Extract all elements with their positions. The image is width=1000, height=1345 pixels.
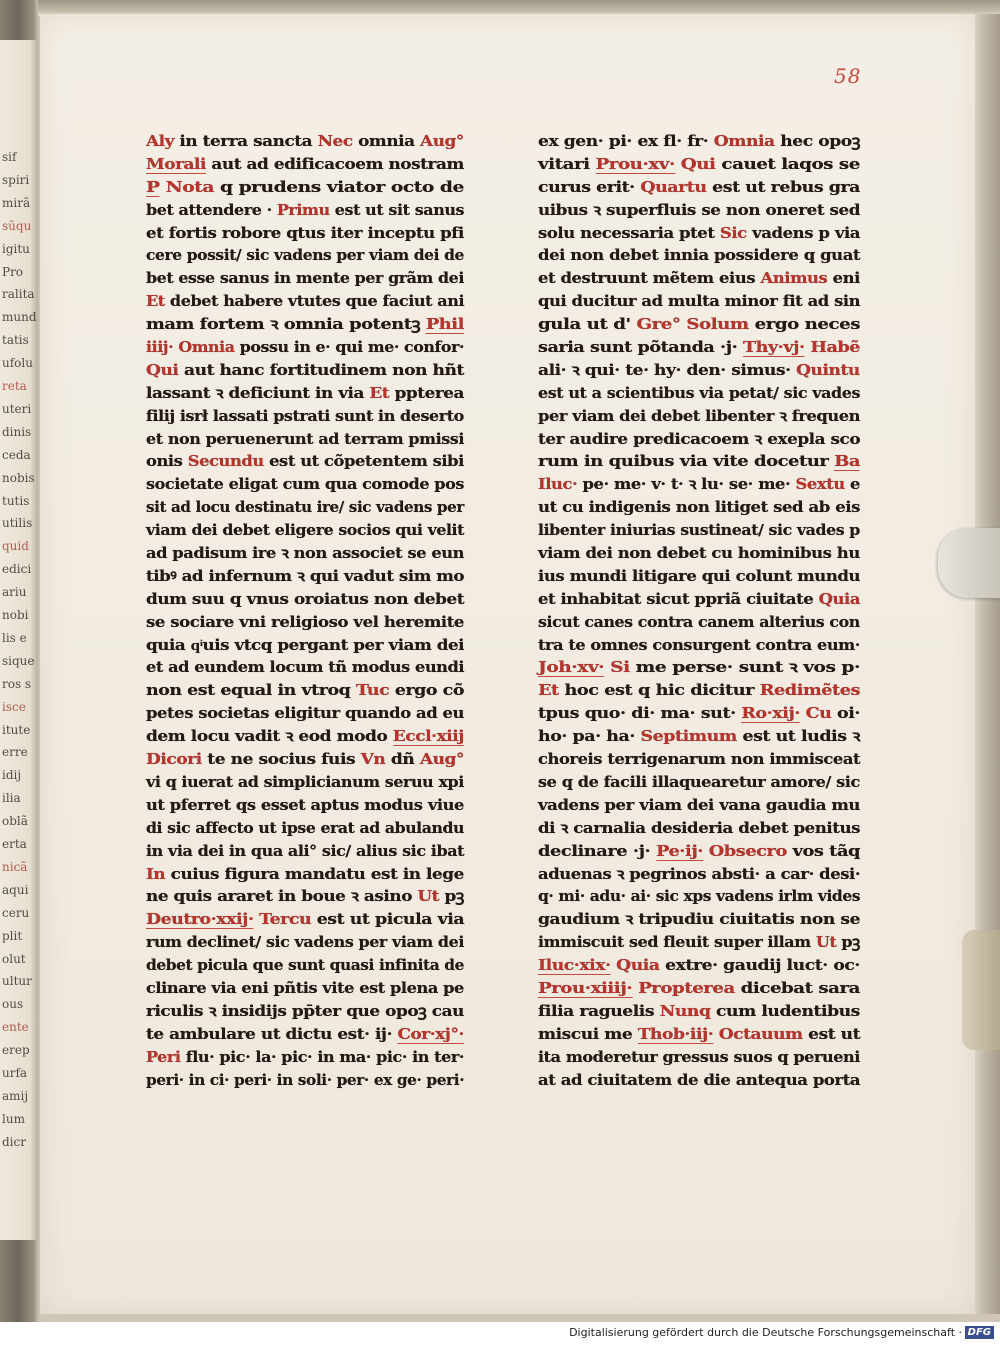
prev-page-fragment: reta — [2, 379, 27, 393]
text-line: te ambulare ut dictu est· ij· Cor·xj°· — [146, 1024, 464, 1043]
text-line: mam fortem ꝛ omnia potentꝫ Phil — [146, 315, 464, 334]
prev-page-fragment: olut — [2, 951, 26, 966]
text-line: at ad ciuitatem de die antequa porta — [538, 1070, 861, 1089]
prev-page-fragment: utilis — [2, 516, 33, 531]
text-line: Aly in terra sancta Nec omnia Aug° — [146, 132, 464, 150]
prev-page-fragment: erta — [2, 837, 27, 851]
text-line: Et hoc est q hic dicitur Redimẽtes — [538, 681, 861, 700]
prev-page-fragment: aqui — [2, 882, 29, 897]
text-line: ad padisum ire ꝛ non associet se eun — [146, 544, 465, 563]
prev-page-fragment: ufolu — [2, 356, 33, 371]
text-line: clinare via eni pñtis vite est plena pe — [146, 978, 464, 997]
prev-page-fragment: Pro — [2, 264, 24, 279]
text-line: sit ad locu destinatu ire/ sic vadens per — [146, 498, 464, 517]
text-line: in via dei in qua ali° sic/ alius sic ibat — [146, 841, 465, 860]
prev-page-fragment: nicã — [2, 859, 28, 874]
prev-page-fragment: spiri — [2, 172, 30, 187]
text-line: onis Secundu est ut cõpetentem sibi — [146, 452, 464, 471]
previous-page-edge — [0, 40, 38, 1240]
prev-page-fragment: mirã — [2, 195, 31, 210]
text-line: et destruunt mẽtem eius Animus eni — [538, 269, 860, 288]
text-line: Prou·xiiij· Propterea dicebat sara — [538, 978, 860, 997]
prev-page-fragment: nobis — [2, 470, 35, 485]
prev-page-fragment: edici — [2, 562, 32, 577]
text-line: ter audire predicacoem ꝛ exepla sco — [538, 429, 861, 448]
text-line: P Nota q prudens viator octo de — [146, 177, 464, 196]
text-line: viam dei debet eligere socios qui velit — [146, 521, 464, 540]
prev-page-fragment: ariu — [2, 585, 27, 600]
text-column-right — [538, 130, 860, 1091]
text-line: non est equal in vtroq Tuc ergo cõ — [146, 681, 464, 700]
text-line: Qui aut hanc fortitudinem non hñt — [146, 360, 464, 379]
text-line: Iluc· pe· me· v· t· ꝛ lu· se· me· Sextu e — [538, 475, 861, 494]
text-line: Deutro·xxij· Tercu est ut picula via — [146, 910, 465, 929]
text-line: solu necessaria ptet Sic vadens p via — [538, 223, 861, 242]
text-line: gaudium ꝛ tripudiu ciuitatis non se — [538, 910, 861, 929]
prev-page-fragment: dicr — [2, 1134, 26, 1149]
prev-page-fragment: ente — [2, 1020, 29, 1035]
text-line: choreis terrigenarum non immisceat — [538, 750, 861, 769]
prev-page-fragment: ceru — [2, 905, 30, 920]
text-line: et inhabitat sicut ppriã ciuitate Quia — [538, 589, 861, 608]
prev-page-fragment: nobi — [2, 608, 29, 622]
prev-page-fragment: sique — [2, 653, 35, 668]
text-line: cere possit/ sic vadens per viam dei de — [146, 246, 465, 265]
prev-page-fragment: ceda — [2, 447, 31, 462]
text-line: dei non debet innia possidere q guat — [538, 246, 861, 265]
prev-page-fragment: uteri — [2, 401, 32, 416]
text-line: Joh·xv· Si me perse· sunt ꝛ vos p· — [538, 658, 860, 677]
text-line: tra te omnes consurgent contra eum· — [538, 635, 861, 654]
text-line: Peri flu· pic· la· pic· in ma· pic· in ter· — [146, 1047, 465, 1066]
text-line: bet esse sanus in mente per grãm dei — [146, 269, 464, 288]
text-line: se q de facili illaquearetur amore/ sic — [538, 772, 860, 791]
prev-page-fragment: tutis — [2, 493, 30, 508]
text-line: qui ducitur ad multa minor fit ad sin — [538, 292, 861, 311]
text-line: riculis ꝛ insidijs pp̄ter que opoꝫ cau — [146, 1001, 464, 1020]
page-clip — [938, 528, 1000, 598]
prev-page-fragment: amij — [2, 1088, 29, 1103]
text-line: di sic affecto ut ipse erat ad abulandu — [146, 818, 465, 837]
text-line: vitari Prou·xv· Qui cauet laqos se — [538, 154, 860, 173]
text-line: bet attendere · Primu est ut sit sanus — [146, 200, 465, 219]
prev-page-fragment: isce — [2, 699, 26, 714]
footer-bar — [0, 1322, 1000, 1345]
text-line: saria sunt põtanda ·j· Thy·vj· Habẽ — [538, 338, 861, 357]
text-line: libenter iniurias sustineat/ sic vades p — [538, 521, 860, 540]
text-line: Dicori te ne socius fuis Vn dñ Aug° — [146, 750, 465, 769]
text-line: debet picula que sunt quasi infinita de — [146, 956, 465, 975]
text-line: peri· in ci· peri· in soli· per· ex ge· peri· — [146, 1070, 465, 1089]
text-column-left — [146, 130, 464, 1091]
text-line: curus erit· Quartu est ut rebus gra — [538, 177, 860, 196]
prev-page-fragment: ralita — [2, 287, 35, 302]
text-line: filij isrł lassati pstrati sunt in deserto — [146, 406, 464, 425]
text-line: In cuius figura mandatu est in lege — [146, 864, 464, 883]
text-line: gula ut d' Gre° Solum ergo neces — [538, 315, 861, 334]
prev-page-fragment: igitu — [2, 241, 30, 256]
text-line: declinare ·j· Pe·ij· Obsecro vos tãq — [538, 841, 860, 860]
text-line: ne quis araret in boue ꝛ asino Ut pꝫ — [146, 887, 464, 906]
prev-page-fragment: sif — [2, 150, 17, 164]
text-line: et non peruenerunt ad terram pmissi — [146, 429, 465, 448]
text-line: tibꝰ ad infernum ꝛ qui vadut sim mo — [146, 566, 465, 585]
text-line: ut cu indigenis non litiget sed ab eis — [538, 498, 860, 517]
text-line: et fortis robore qtus iter inceptu pfi — [146, 223, 464, 242]
prev-page-fragment: urfa — [2, 1066, 28, 1080]
prev-page-fragment: ous — [2, 997, 24, 1012]
text-line: lassant ꝛ deficiunt in via Et ppterea — [146, 383, 465, 402]
text-line: ut pferret qs esset aptus modus viue — [146, 795, 464, 814]
text-line: di ꝛ carnalia desideria debet penitus — [538, 818, 861, 837]
text-line: se sociare vni religioso vel heremite — [146, 612, 465, 631]
text-line: Iluc·xix· Quia extre· gaudij luct· oc· — [538, 956, 860, 975]
book-tab — [962, 930, 1000, 1050]
text-line: et ad eundem locum tñ modus eundi — [146, 658, 465, 677]
text-line: filia raguelis Nunq cum ludentibus — [538, 1001, 860, 1020]
text-line: ius mundi litigare qui colunt mundu — [538, 566, 861, 585]
prev-page-fragment: ros s — [2, 676, 32, 691]
text-line: ho· pa· ha· Septimum est ut ludis ꝛ — [538, 727, 860, 746]
footer-credit: Digitalisierung gefördert durch die Deutsche Forschungsgemeinschaft · — [569, 1326, 962, 1339]
prev-page-fragment: lis e — [2, 630, 27, 645]
text-line: quia qͥuis vtcq pergant per viam dei — [146, 635, 465, 654]
text-line: miscui me Thob·iij· Octauum est ut — [538, 1024, 861, 1043]
prev-page-fragment: oblã — [2, 814, 28, 829]
text-line: ali· ꝛ qui· te· hy· den· simus· Quintu — [538, 360, 860, 379]
prev-page-fragment: plit — [2, 928, 23, 943]
text-line: viam dei non debet cu hominibus hu — [538, 544, 860, 563]
text-line: societate eligat cum qua comode pos — [146, 475, 464, 494]
text-line: ex gen· pi· ex fl· fr· Omnia hec opoꝫ — [538, 132, 861, 150]
prev-page-fragment: lum — [2, 1111, 25, 1126]
prev-page-fragment: ultur — [2, 974, 32, 989]
text-line: per viam dei debet libenter ꝛ frequen — [538, 406, 861, 425]
text-line: dum suu q vnus oroiatus non debet — [146, 589, 465, 608]
prev-page-fragment: itute — [2, 722, 31, 737]
text-line: sicut canes contra canem alterius con — [538, 612, 860, 631]
text-line: est ut a scientibus via petat/ sic vades — [538, 383, 861, 402]
text-line: tpus quo· di· ma· sut· Ro·xij· Cu oi· — [538, 704, 861, 723]
prev-page-fragment: erre — [2, 745, 28, 760]
prev-page-fragment: quid — [2, 539, 29, 554]
prev-page-fragment: erep — [2, 1043, 30, 1058]
text-line: rum declinet/ sic vadens per viam dei — [146, 933, 464, 952]
text-line: Morali aut ad edificacoem nostram — [146, 154, 464, 173]
page-right-edge — [975, 14, 1000, 1314]
text-line: Et debet habere vtutes que faciut ani — [146, 292, 465, 311]
text-line: dem locu vadit ꝛ eod modo Eccl·xiij — [146, 727, 465, 746]
prev-page-fragment: sũqu — [2, 218, 32, 233]
folio-number: 58 — [834, 64, 862, 88]
text-line: ita moderetur gressus suos q perueni — [538, 1047, 860, 1066]
text-line: iiij· Omnia possu in e· qui me· confor· — [146, 338, 465, 357]
prev-page-fragment: mund — [2, 310, 37, 325]
prev-page-fragment: ilia — [2, 791, 21, 806]
text-line: uibus ꝛ superfluis se non oneret sed — [538, 200, 861, 219]
prev-page-fragment: dinis — [2, 424, 32, 439]
text-line: aduenas ꝛ pegrinos absti· a car· desi· — [538, 864, 861, 883]
prev-page-fragment: tatis — [2, 333, 29, 348]
text-line: vi q iuerat ad simplicianum seruu xpi — [146, 772, 464, 791]
prev-page-fragment: idij — [2, 768, 22, 783]
dfg-logo: DFG — [965, 1326, 994, 1339]
text-line: rum in quibus via vite docetur Ba — [538, 452, 861, 471]
text-line: immiscuit sed fleuit super illam Ut pꝫ — [538, 933, 860, 952]
text-line: q· mi· adu· ai· sic xps vadens irlm vides — [538, 887, 861, 906]
text-line: vadens per viam dei vana gaudia mu — [538, 795, 860, 814]
text-line: petes societas eligitur quando ad eu — [146, 704, 465, 723]
